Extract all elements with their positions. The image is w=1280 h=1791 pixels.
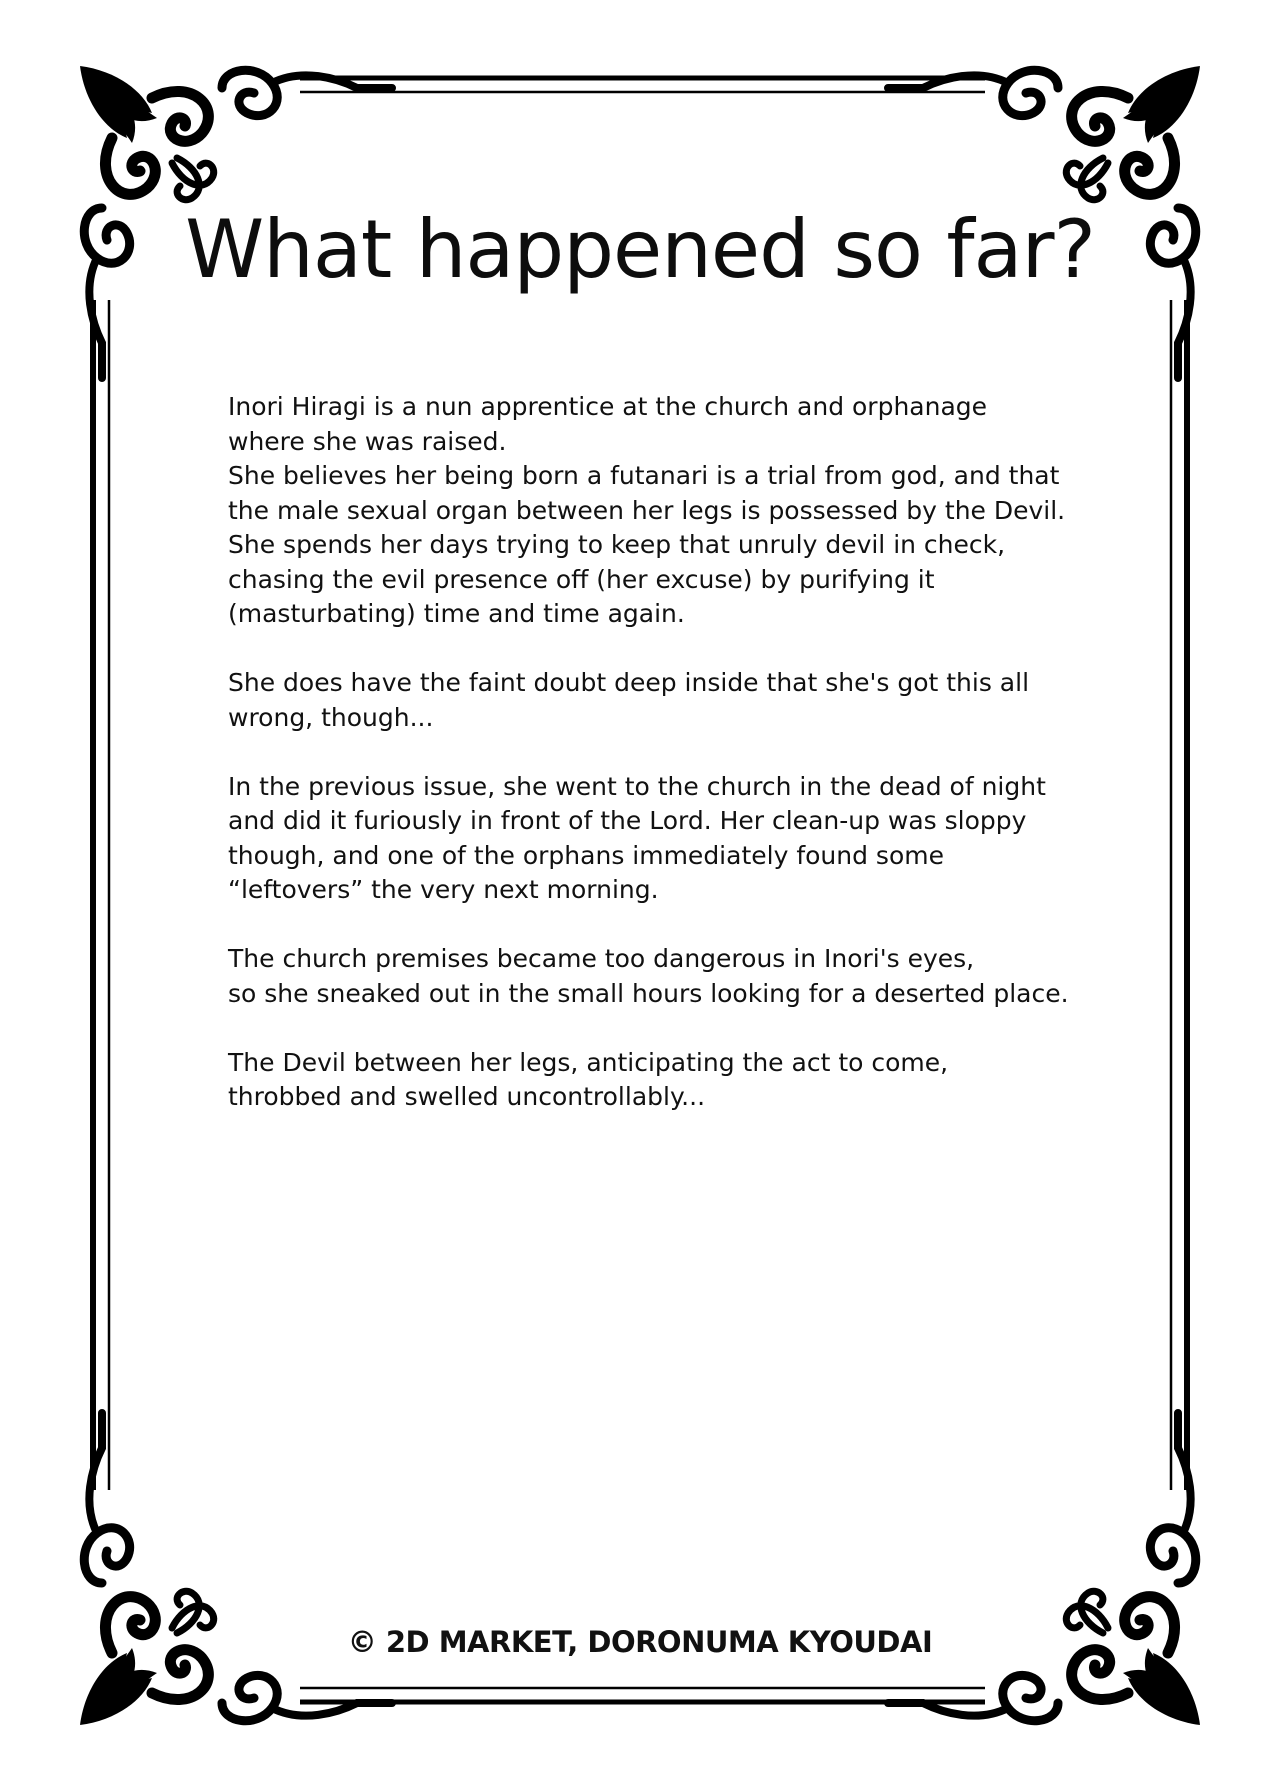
text-line: where she was raised. [228, 426, 507, 456]
text-line: The Devil between her legs, anticipating the act to come, [228, 1047, 949, 1077]
synopsis-body [228, 390, 1068, 1149]
text-line: In the previous issue, she went to the church in the dead of night [228, 771, 1046, 801]
text-line: wrong, though... [228, 702, 434, 732]
synopsis-paragraph [228, 666, 1068, 735]
page-title: What happened so far? [185, 203, 1095, 296]
text-line: so she sneaked out in the small hours looking for a deserted place. [228, 978, 1069, 1008]
corner-ornament-bottom-right [888, 1413, 1200, 1725]
text-line: The church premises became too dangerous in Inori's eyes, [228, 944, 975, 973]
text-line: (masturbating) time and time again. [228, 599, 685, 628]
text-line: She spends her days trying to keep that unruly devil in check, [228, 530, 1006, 559]
synopsis-paragraph [228, 942, 1068, 1011]
text-line: Inori Hiragi is a nun apprentice at the church and orphanage [228, 392, 988, 421]
text-line: chasing the evil presence off (her excuse) by purifying it [228, 564, 935, 594]
text-line: the male sexual organ between her legs is possessed by the Devil. [228, 495, 1066, 525]
text-line: She believes her being born a futanari is a trial from god, and that [228, 461, 1060, 490]
synopsis-paragraph [228, 770, 1068, 908]
copyright-notice: © 2D MARKET, DORONUMA KYOUDAI [347, 1625, 933, 1659]
corner-ornament-bottom-left [80, 1413, 392, 1725]
text-line: She does have the faint doubt deep inside that she's got this all [228, 668, 1030, 697]
synopsis-paragraph [228, 1046, 1068, 1115]
text-line: though, and one of the orphans immediately found some [228, 840, 944, 870]
synopsis-paragraph [228, 390, 1068, 632]
text-line: and did it furiously in front of the Lord. Her clean-up was sloppy [228, 806, 1027, 835]
text-line: throbbed and swelled uncontrollably... [228, 1082, 706, 1111]
text-line: “leftovers” the very next morning. [228, 875, 659, 904]
